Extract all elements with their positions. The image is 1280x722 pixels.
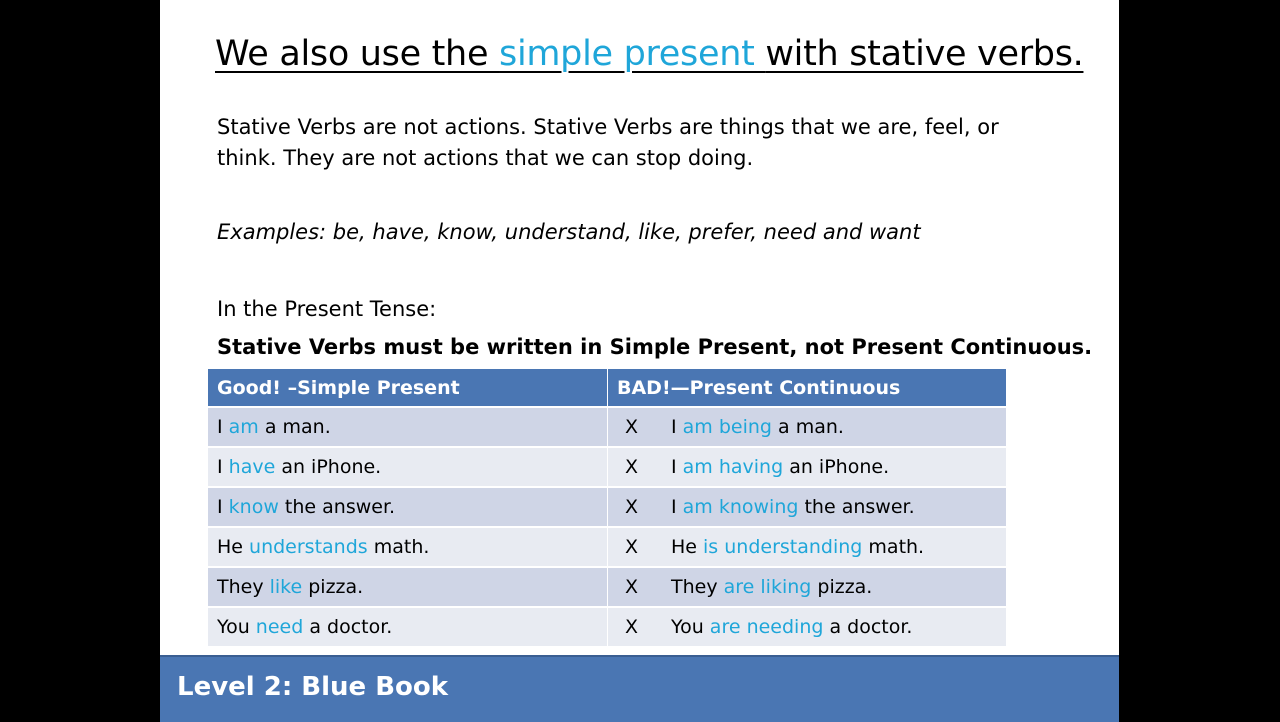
- text: I: [217, 416, 229, 438]
- definition-line: Stative Verbs are not actions. Stative Verbs are things that we are, feel, or: [217, 115, 999, 139]
- text: They: [671, 576, 724, 598]
- text: a doctor.: [823, 616, 913, 638]
- text: I: [217, 496, 229, 518]
- slide: [160, 0, 1119, 720]
- definition: [217, 112, 999, 174]
- text: a man.: [771, 416, 844, 438]
- text: math.: [862, 536, 925, 558]
- bad-cell: [608, 407, 1007, 447]
- good-cell: [208, 447, 608, 487]
- verb-highlight: are liking: [723, 576, 812, 598]
- text: He: [671, 536, 704, 558]
- intro-text: In the Present Tense:: [217, 297, 437, 321]
- good-cell: [208, 567, 608, 607]
- verb-highlight: am: [228, 416, 259, 438]
- text: I: [217, 456, 229, 478]
- x-mark: X: [625, 616, 639, 638]
- text: the answer.: [798, 496, 915, 518]
- text: an iPhone.: [275, 456, 382, 478]
- text: They: [217, 576, 270, 598]
- text: You: [671, 616, 710, 638]
- examples: Examples: be, have, know, understand, like, prefer, need and want: [217, 220, 921, 244]
- verb-highlight: need: [255, 616, 304, 638]
- good-cell: [208, 487, 608, 527]
- text: the answer.: [278, 496, 396, 518]
- text: I: [671, 456, 683, 478]
- text: I: [671, 416, 683, 438]
- x-mark: X: [625, 456, 639, 478]
- bad-cell: [608, 527, 1007, 567]
- table-row: [208, 527, 1007, 567]
- x-mark: X: [625, 576, 639, 598]
- table-row: [208, 407, 1007, 447]
- good-cell: [208, 527, 608, 567]
- bad-cell: [608, 607, 1007, 646]
- verb-highlight: have: [228, 456, 276, 478]
- verb-highlight: is understanding: [703, 536, 863, 558]
- definition-line: think. They are not actions that we can stop doing.: [217, 146, 754, 170]
- text: He: [217, 536, 250, 558]
- x-mark: X: [625, 416, 639, 438]
- verb-highlight: understands: [249, 536, 368, 558]
- header-bad: BAD!—Present Continuous: [608, 369, 1007, 407]
- rule-text: Stative Verbs must be written in Simple Present, not Present Continuous.: [217, 335, 1093, 359]
- text: a doctor.: [303, 616, 393, 638]
- text: a man.: [258, 416, 331, 438]
- verb-highlight: are needing: [709, 616, 824, 638]
- x-mark: X: [625, 536, 639, 558]
- title-highlight: simple present: [499, 34, 766, 74]
- table-row: [208, 567, 1007, 607]
- title-text-end: with stative verbs.: [765, 34, 1084, 74]
- comparison-table: [208, 369, 1007, 646]
- text: pizza.: [302, 576, 364, 598]
- bad-cell: [608, 567, 1007, 607]
- footer-bar: [160, 655, 1119, 722]
- verb-highlight: know: [228, 496, 279, 518]
- x-mark: X: [625, 496, 639, 518]
- text: pizza.: [811, 576, 873, 598]
- text: math.: [367, 536, 430, 558]
- table-row: [208, 487, 1007, 527]
- good-cell: [208, 607, 608, 646]
- bad-cell: [608, 447, 1007, 487]
- slide-title: [215, 34, 1083, 74]
- table-row: [208, 607, 1007, 646]
- header-good: Good! –Simple Present: [208, 369, 608, 407]
- title-text: We also use the: [215, 34, 500, 74]
- bad-cell: [608, 487, 1007, 527]
- text: I: [671, 496, 683, 518]
- table-row: [208, 447, 1007, 487]
- footer-label: Level 2: Blue Book: [177, 672, 449, 702]
- text: an iPhone.: [783, 456, 890, 478]
- text: You: [217, 616, 256, 638]
- good-cell: [208, 407, 608, 447]
- verb-highlight: am being: [682, 416, 772, 438]
- verb-highlight: like: [269, 576, 303, 598]
- verb-highlight: am knowing: [682, 496, 799, 518]
- verb-highlight: am having: [682, 456, 784, 478]
